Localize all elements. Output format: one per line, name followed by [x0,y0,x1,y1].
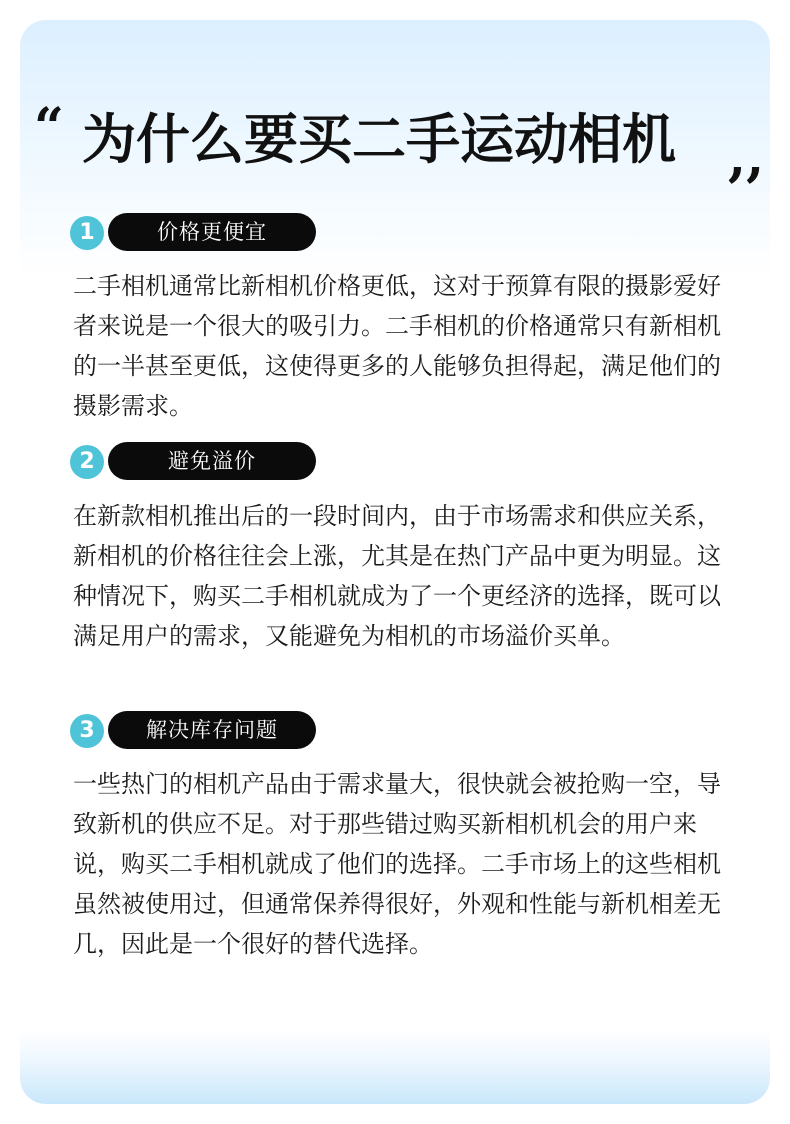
section-number-badge: 2 [70,445,104,479]
page-title: 为什么要买二手运动相机 [82,108,676,171]
section-heading-pill: 价格更便宜 [108,213,316,251]
close-quote-mark: ,, [728,127,765,188]
page-title-row [0,97,790,188]
section-number-badge: 3 [70,714,104,748]
section-body-2: 在新款相机推出后的一段时间内，由于市场需求和供应关系，新相机的价格往往会上涨，尤其是在热门产品中更为明显。这种情况下，购买二手相机就成为了一个更经济的选择，既可以满足用户的需求，又能避免为相机的市场溢价买单。 [73,502,721,650]
section-heading-pill: 解决库存问题 [108,711,316,749]
section-body-3: 一些热门的相机产品由于需求量大，很快就会被抢购一空，导致新机的供应不足。对于那些错过购买新相机机会的用户来说，购买二手相机就成了他们的选择。二手市场上的这些相机虽然被使用过，但通常保养得很好，外观和性能与新机相差无几，因此是一个很好的替代选择。 [73,770,721,958]
section-heading-pill: 避免溢价 [108,442,316,480]
open-quote-mark: “ [34,97,64,158]
section-number-badge: 1 [70,216,104,250]
section-body-1: 二手相机通常比新相机价格更低，这对于预算有限的摄影爱好者来说是一个很大的吸引力。二手相机的价格通常只有新相机的一半甚至更低，这使得更多的人能够负担得起，满足他们的摄影需求。 [73,272,721,420]
